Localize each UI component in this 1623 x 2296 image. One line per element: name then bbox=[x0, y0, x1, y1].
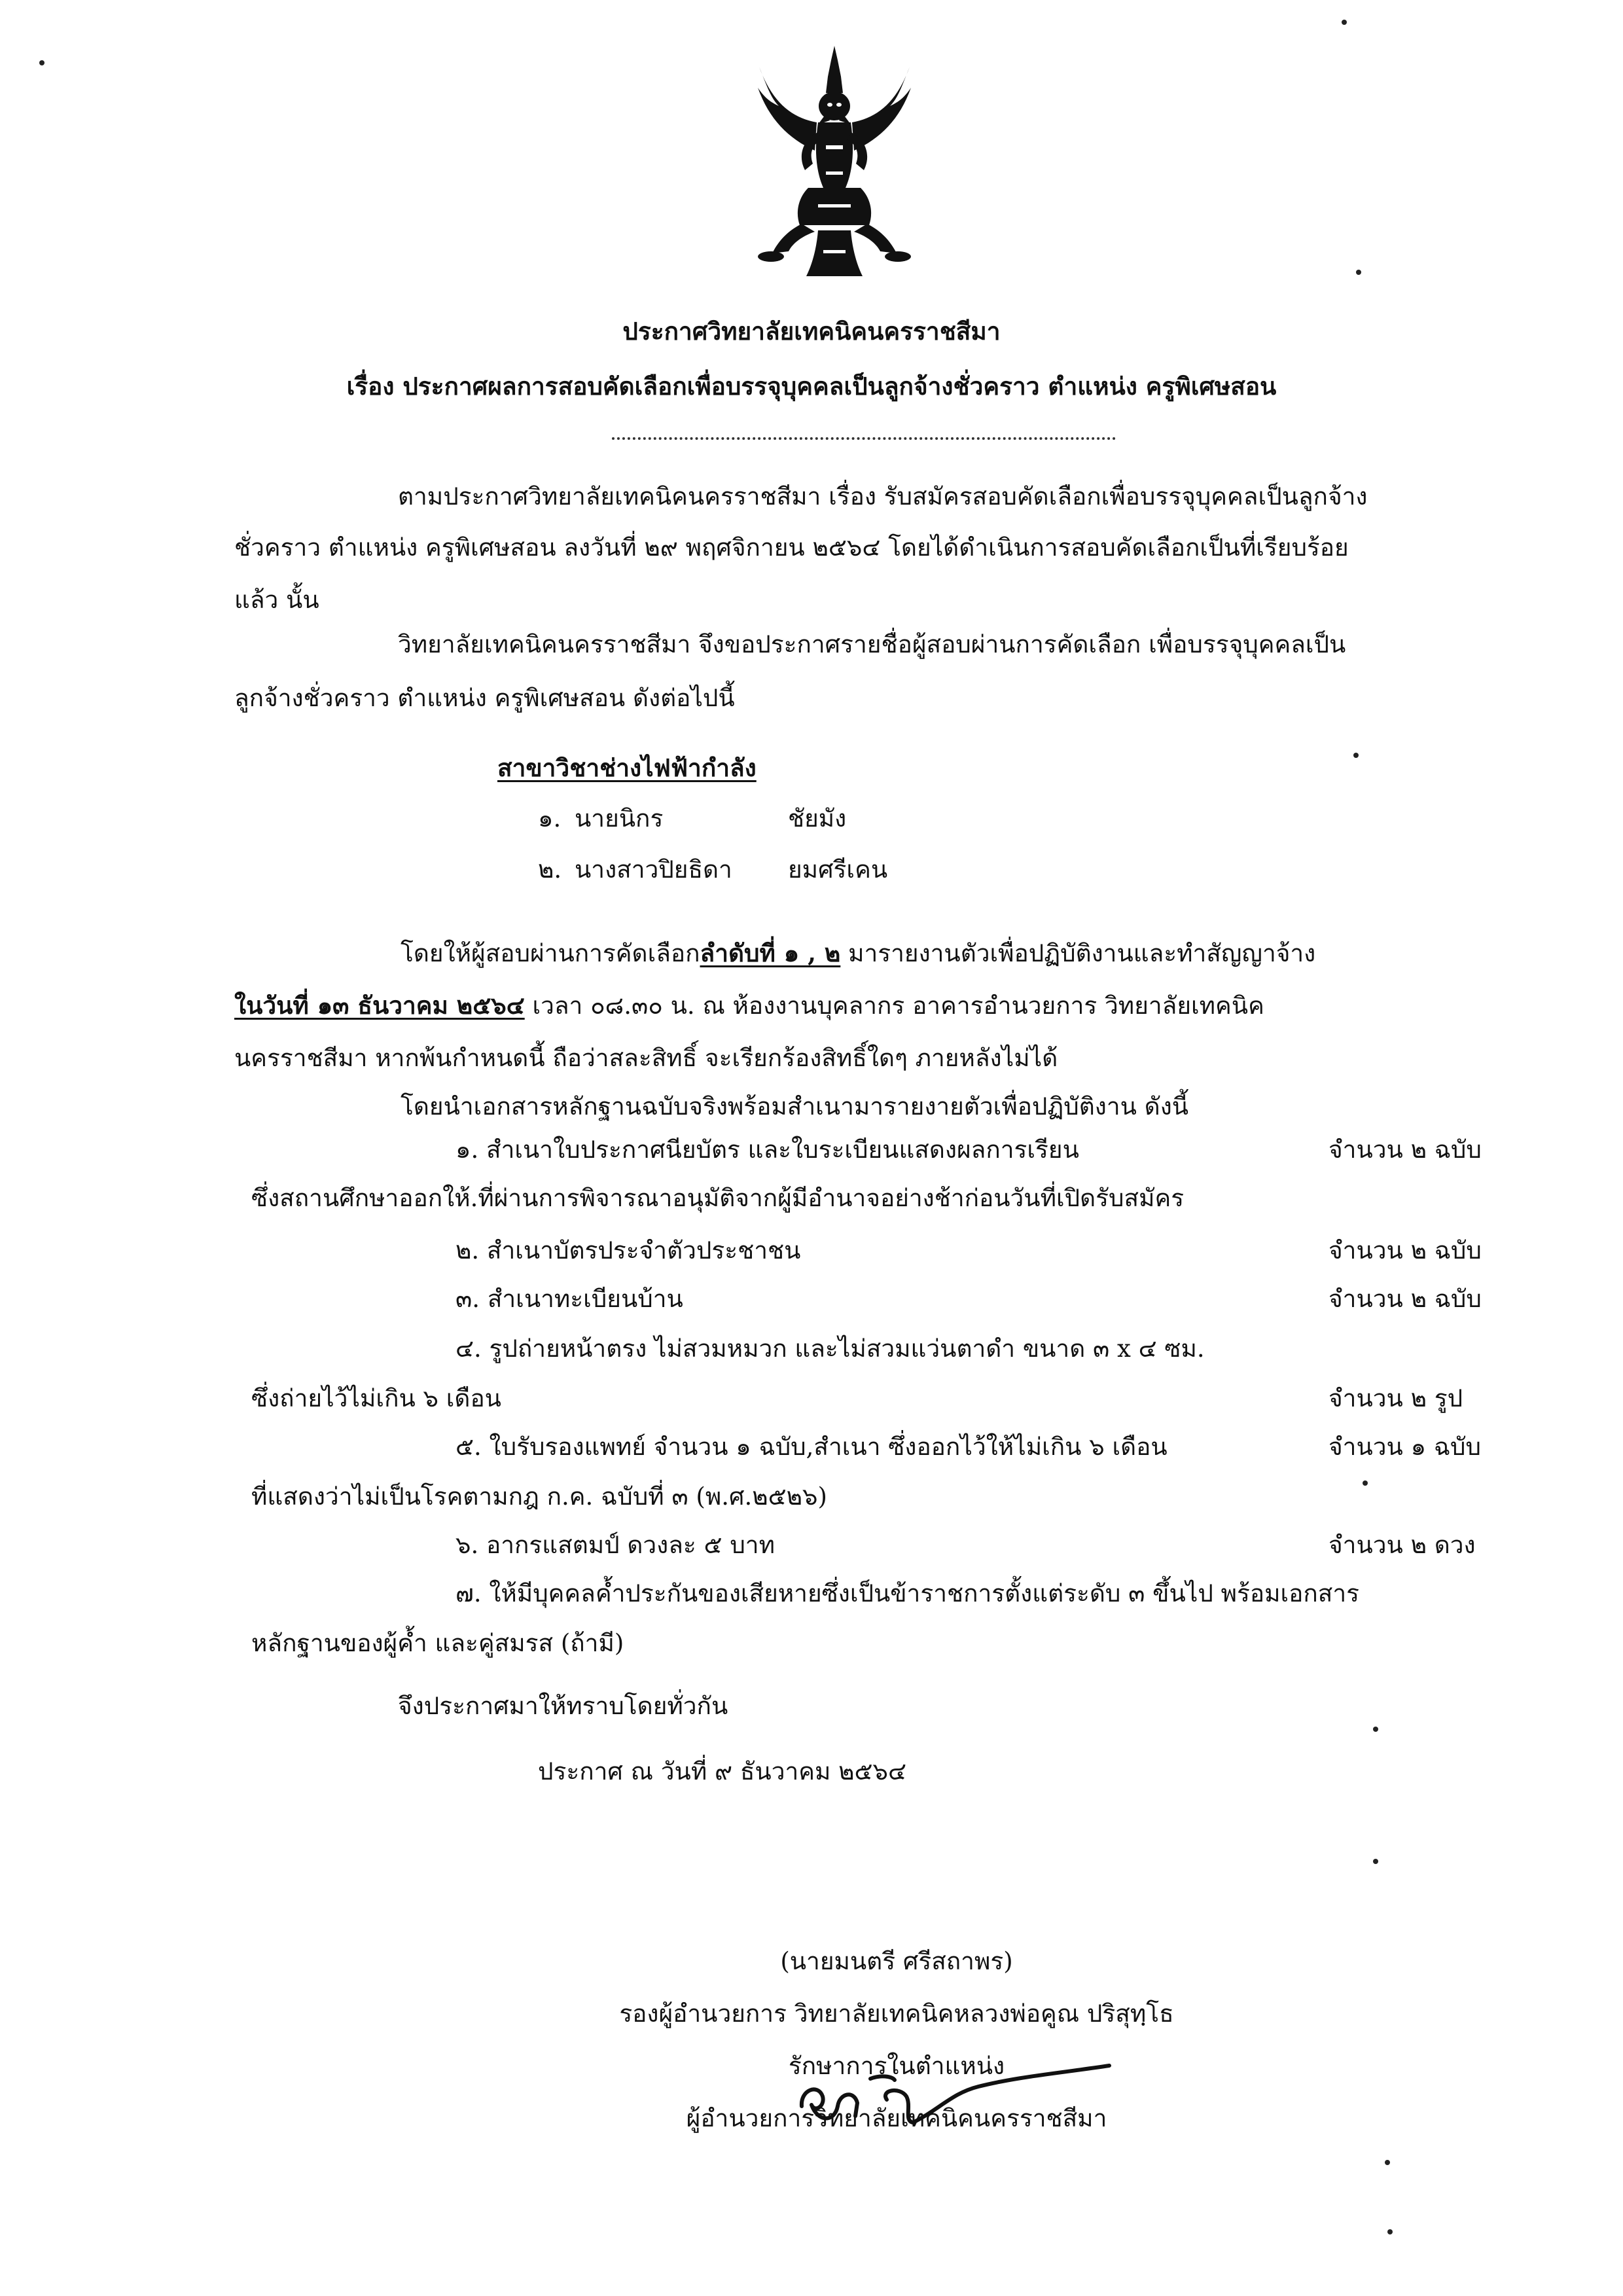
scan-speck bbox=[1342, 20, 1347, 25]
scan-speck bbox=[39, 60, 45, 65]
document-item-5-quantity: จำนวน ๑ ฉบับ bbox=[1329, 1433, 1482, 1461]
report-line-1-rest: มารายงานตัวเพื่อปฏิบัติงานและทำสัญญาจ้าง bbox=[840, 939, 1316, 967]
report-line-1 bbox=[401, 941, 1315, 965]
document-item-2-quantity: จำนวน ๒ ฉบับ bbox=[1329, 1236, 1482, 1265]
signatory-title-2: รักษาการในตำแหน่ง bbox=[788, 2052, 1005, 2080]
title-divider bbox=[612, 437, 1116, 440]
scan-speck bbox=[1353, 753, 1359, 758]
document-item-4-continued: ซึ่งถ่ายไว้ไม่เกิน ๖ เดือน bbox=[251, 1384, 501, 1412]
document-item-5: ๕. ใบรับรองแพทย์ จำนวน ๑ ฉบับ,สำเนา ซึ่งออกไว้ให้ไม่เกิน ๖ เดือน bbox=[455, 1433, 1168, 1461]
candidate-1-surname: ชัยมัง bbox=[788, 804, 847, 833]
signatory-title-3: ผู้อำนวยการวิทยาลัยเทคนิคนครราชสีมา bbox=[686, 2104, 1107, 2132]
scan-speck bbox=[1387, 2229, 1393, 2234]
document-item-5-continued: ที่แสดงว่าไม่เป็นโรคตามกฎ ก.ค. ฉบับที่ ๓ (พ.ศ.๒๕๒๖) bbox=[251, 1482, 827, 1511]
document-item-3: ๓. สำเนาทะเบียนบ้าน bbox=[455, 1285, 683, 1313]
document-item-3-quantity: จำนวน ๒ ฉบับ bbox=[1329, 1285, 1482, 1313]
intro-paragraph-2-line-1: วิทยาลัยเทคนิคนครราชสีมา จึงขอประกาศรายชื่อผู้สอบผ่านการคัดเลือก เพื่อบรรจุบุคคลเป็น bbox=[398, 630, 1346, 658]
document-item-4-quantity: จำนวน ๒ รูป bbox=[1329, 1384, 1463, 1412]
document-item-6: ๖. อากรแสตมป์ ดวงละ ๕ บาท bbox=[455, 1531, 775, 1559]
document-item-2: ๒. สำเนาบัตรประจำตัวประชาชน bbox=[455, 1236, 801, 1265]
report-line-3: นครราชสีมา หากพ้นกำหนดนี้ ถือว่าสละสิทธิ์ จะเรียกร้องสิทธิ์ใดๆ ภายหลังไม่ได้ bbox=[234, 1044, 1058, 1072]
closing-notice: จึงประกาศมาให้ทราบโดยทั่วกัน bbox=[398, 1692, 728, 1720]
candidate-2-number: ๒. bbox=[538, 855, 562, 884]
document-item-4: ๔. รูปถ่ายหน้าตรง ไม่สวมหมวก และไม่สวมแว่นตาดำ ขนาด ๓ x ๔ ซม. bbox=[455, 1335, 1205, 1363]
intro-paragraph-1-line-3: แล้ว นั้น bbox=[234, 586, 319, 614]
candidate-2-surname: ยมศรีเคน bbox=[788, 855, 888, 884]
scan-speck bbox=[1373, 1727, 1378, 1732]
scan-speck bbox=[1373, 1859, 1378, 1864]
scan-speck bbox=[1363, 1480, 1368, 1486]
scan-speck bbox=[1356, 270, 1361, 275]
report-line-1-text: โดยให้ผู้สอบผ่านการคัดเลือก bbox=[401, 939, 700, 967]
announcement-date: ประกาศ ณ วันที่ ๙ ธันวาคม ๒๕๖๔ bbox=[538, 1757, 907, 1785]
document-item-1: ๑. สำเนาใบประกาศนียบัตร และใบระเบียนแสดงผลการเรียน bbox=[455, 1136, 1079, 1164]
intro-paragraph-2-line-2: ลูกจ้างชั่วคราว ตำแหน่ง ครูพิเศษสอน ดังต่อไปนี้ bbox=[234, 684, 735, 712]
document-item-7: ๗. ให้มีบุคคลค้ำประกันของเสียหายซึ่งเป็นข้าราชการตั้งแต่ระดับ ๓ ขึ้นไป พร้อมเอกสาร bbox=[455, 1579, 1359, 1607]
report-line-4: โดยนำเอกสารหลักฐานฉบับจริงพร้อมสำเนามารายงายตัวเพื่อปฏิบัติงาน ดังนี้ bbox=[401, 1092, 1189, 1121]
candidate-1-number: ๑. bbox=[538, 804, 562, 833]
report-date: ในวันที่ ๑๓ ธันวาคม ๒๕๖๔ bbox=[234, 991, 525, 1020]
document-title: ประกาศวิทยาลัยเทคนิคนครราชสีมา bbox=[622, 317, 1001, 346]
signatory-name: (นายมนตรี ศรีสถาพร) bbox=[780, 1947, 1013, 1975]
document-item-1-continued: ซึ่งสถานศึกษาออกให้.ที่ผ่านการพิจารณาอนุมัติจากผู้มีอำนาจอย่างช้าก่อนวันที่เปิดรับสมัคร bbox=[251, 1184, 1185, 1212]
signatory-title-1: รองผู้อำนวยการ วิทยาลัยเทคนิคหลวงพ่อคูณ ปริสุทฺโธ bbox=[619, 2000, 1174, 2028]
intro-paragraph-1-line-1: ตามประกาศวิทยาลัยเทคนิคนครราชสีมา เรื่อง รับสมัครสอบคัดเลือกเพื่อบรรจุบุคคลเป็นลูกจ้าง bbox=[398, 482, 1368, 511]
document-item-6-quantity: จำนวน ๒ ดวง bbox=[1329, 1531, 1476, 1559]
document-subject: เรื่อง ประกาศผลการสอบคัดเลือกเพื่อบรรจุบุคคลเป็นลูกจ้างชั่วคราว ตำแหน่ง ครูพิเศษสอน bbox=[346, 372, 1277, 401]
document-item-1-quantity: จำนวน ๒ ฉบับ bbox=[1329, 1136, 1482, 1164]
garuda-emblem bbox=[753, 41, 916, 279]
report-line-2 bbox=[234, 991, 1264, 1020]
document-item-7-continued: หลักฐานของผู้ค้ำ และคู่สมรส (ถ้ามี) bbox=[251, 1629, 624, 1657]
candidate-2-name: นางสาวปิยธิดา bbox=[575, 855, 732, 884]
report-order-numbers: ลำดับที่ ๑ , ๒ bbox=[700, 939, 841, 967]
scan-speck bbox=[1385, 2160, 1390, 2165]
department-heading: สาขาวิชาช่างไฟฟ้ากำลัง bbox=[497, 753, 757, 782]
candidate-1-name: นายนิกร bbox=[575, 804, 664, 833]
intro-paragraph-1-line-2: ชั่วคราว ตำแหน่ง ครูพิเศษสอน ลงวันที่ ๒๙ พฤศจิกายน ๒๕๖๔ โดยได้ดำเนินการสอบคัดเลือกเป็นที่เรียบร้อย bbox=[234, 533, 1349, 562]
report-line-2-rest: เวลา ๐๘.๓๐ น. ณ ห้องงานบุคลากร อาคารอำนวยการ วิทยาลัยเทคนิค bbox=[524, 992, 1264, 1020]
